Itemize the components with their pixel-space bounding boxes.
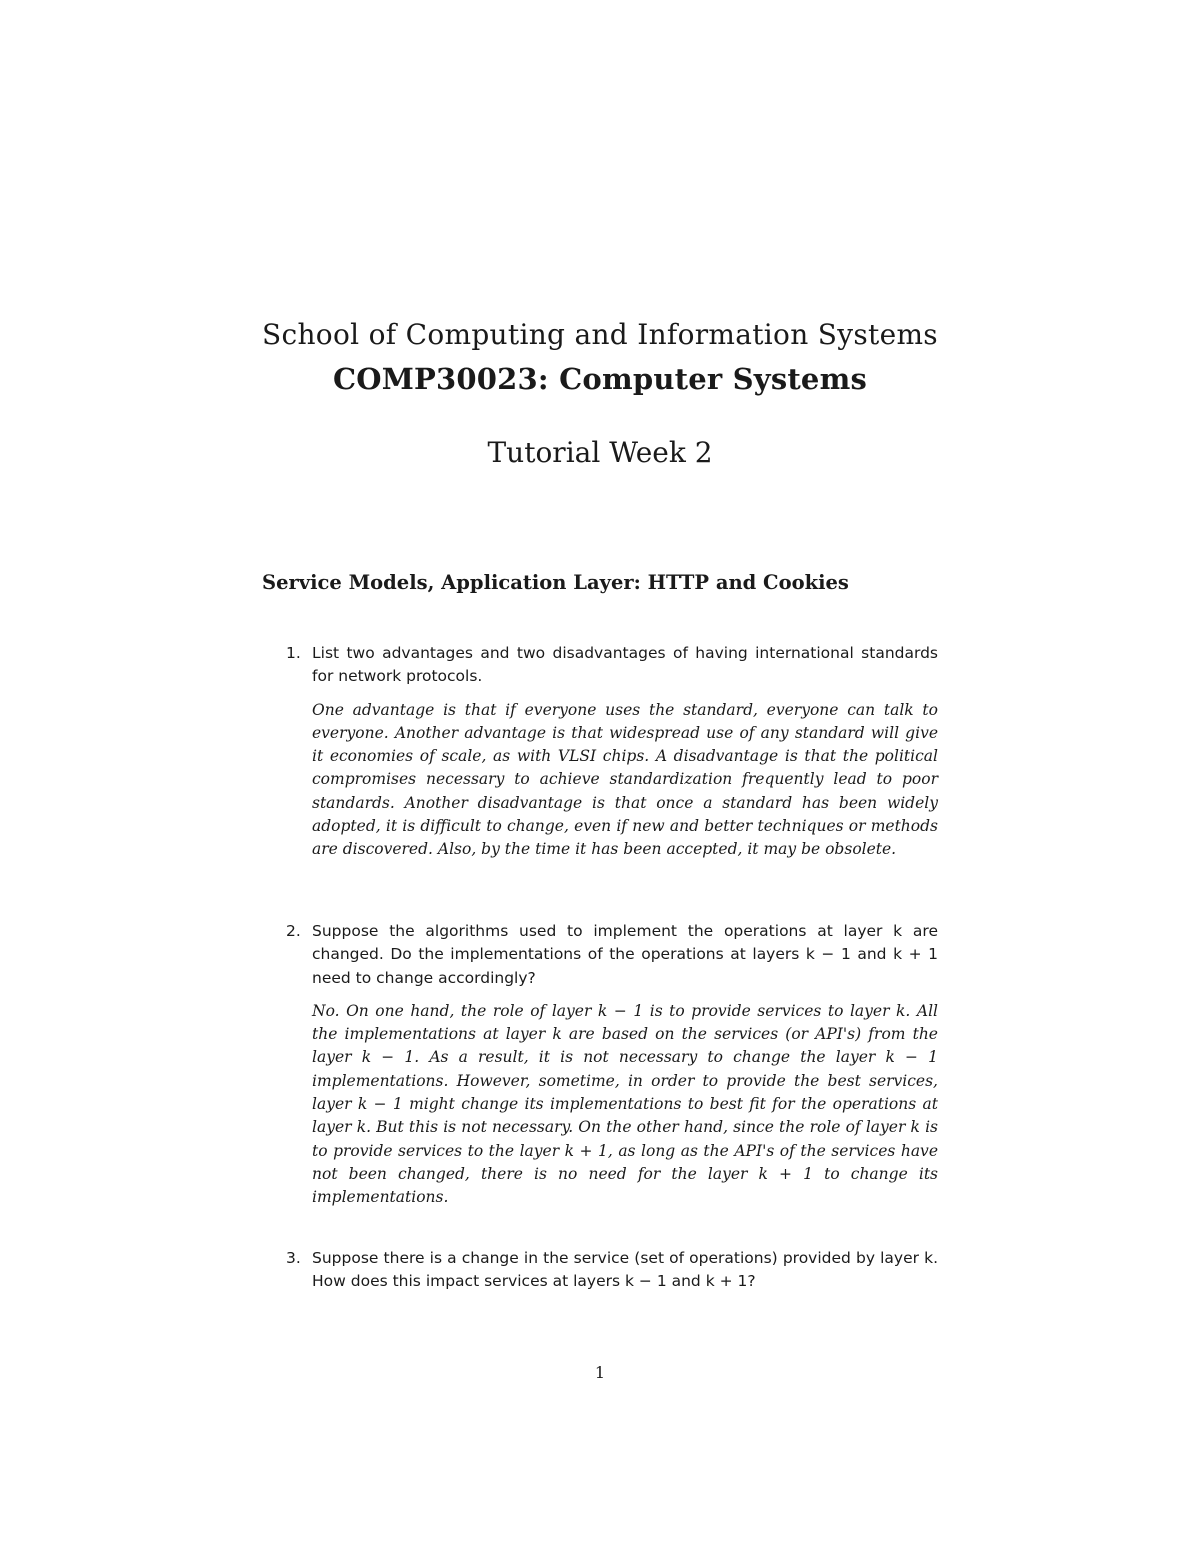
question-item <box>286 1247 938 1294</box>
question-number: 2. <box>286 922 301 940</box>
question-number: 3. <box>286 1249 301 1267</box>
tutorial-title: Tutorial Week 2 <box>487 436 713 469</box>
section-heading: Service Models, Application Layer: HTTP and Cookies <box>262 571 849 594</box>
question-item <box>286 920 938 1210</box>
question-item <box>286 642 938 862</box>
page-number: 1 <box>594 1363 606 1382</box>
school-title: School of Computing and Information Systems <box>262 318 938 351</box>
answer-text: No. On one hand, the role of layer k − 1 is to provide services to layer k. All the implementations at layer k are based on the services (or API's) from the layer k − 1. As a result, it is not necessary to change the layer k − 1 implementations. However, sometime, in order to provide the best services, layer k − 1 might change its implementations to best fit for the operations at layer k. But this is not necessary. On the other hand, since the role of layer k is to provide services to the layer k + 1, as long as the API's of the services have not been changed, there is no need for the layer k + 1 to change its implementations. <box>312 1001 938 1207</box>
question-text: Suppose the algorithms used to implement the operations at layer k are changed. Do the implementations of the operations at layers k − 1 and k + 1 need to change accordingly? <box>312 922 938 987</box>
question-number: 1. <box>286 644 301 662</box>
course-title: COMP30023: Computer Systems <box>332 362 867 396</box>
answer-text: One advantage is that if everyone uses the standard, everyone can talk to everyone. Another advantage is that widespread use of any standard will give it economies of scale, as with VLSI chips. A disadvantage is that the political compromises necessary to achieve standardization frequently lead to poor standards. Another disadvantage is that once a standard has been widely adopted, it is difficult to change, even if new and better techniques or methods are discovered. Also, by the time it has been accepted, it may be obsolete. <box>312 700 938 859</box>
question-text: List two advantages and two disadvantages of having international standards for network protocols. <box>312 644 938 686</box>
question-text: Suppose there is a change in the service (set of operations) provided by layer k. How does this impact services at layers k − 1 and k + 1? <box>312 1249 938 1291</box>
